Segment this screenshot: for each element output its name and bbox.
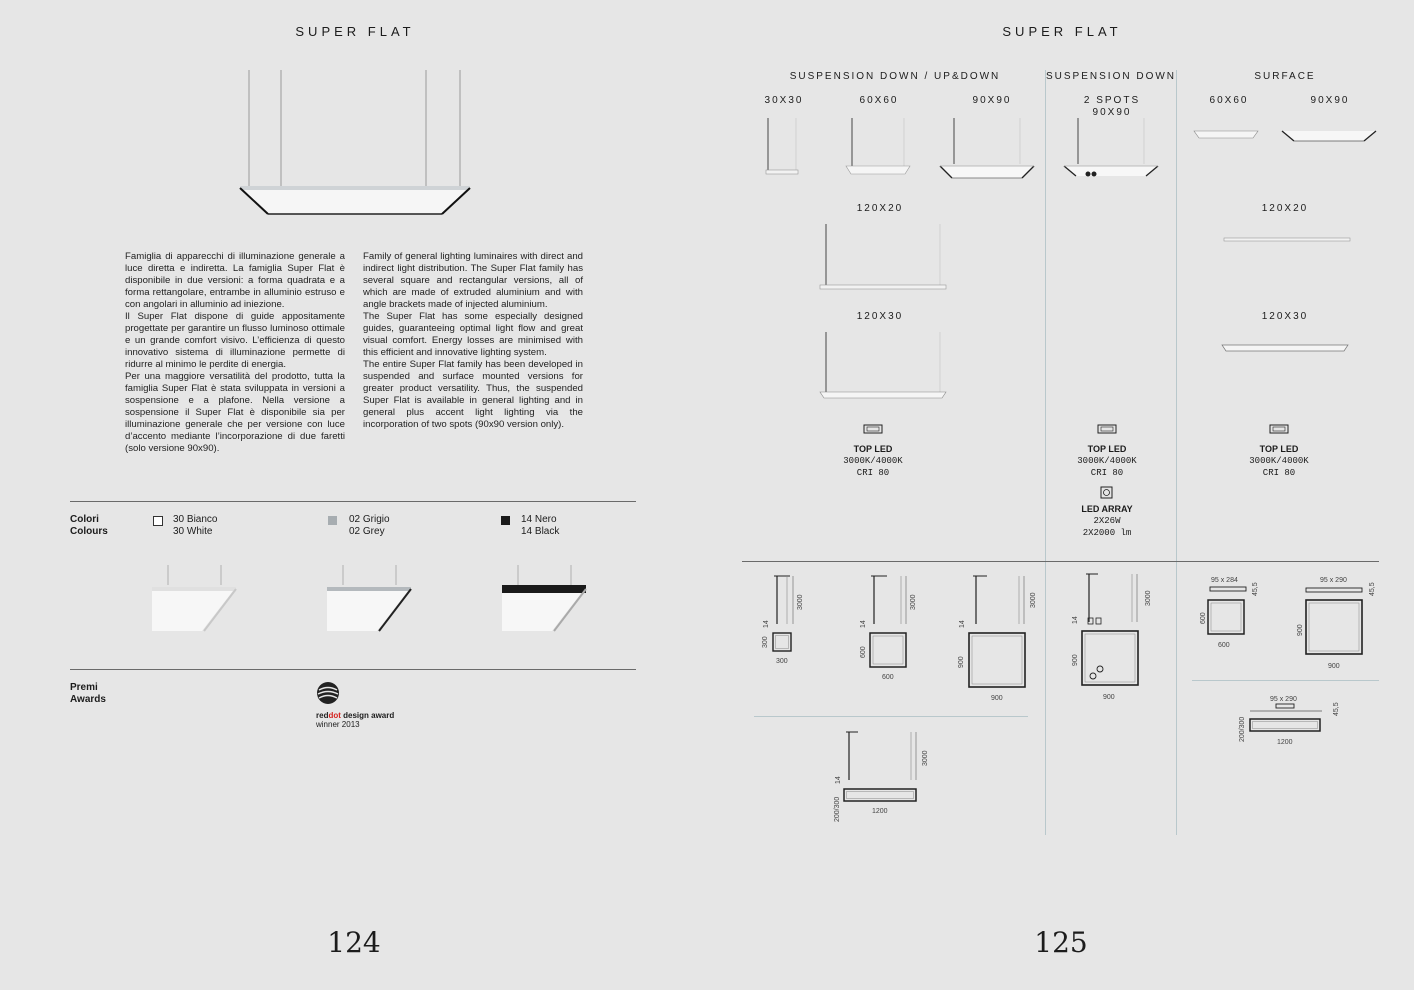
size-surface-90x90: 90X90 <box>1310 95 1350 106</box>
left-page-number: 124 <box>327 926 381 959</box>
lamp-surface-60x60 <box>1192 128 1262 144</box>
svg-text:14: 14 <box>959 620 966 628</box>
tech-drawing-30x30 <box>758 572 808 672</box>
right-page-number: 125 <box>1034 926 1088 959</box>
svg-text:600: 600 <box>1218 642 1230 649</box>
column-separator-1 <box>1045 70 1046 835</box>
lamp-black-thumbnail <box>500 565 590 635</box>
svg-text:900: 900 <box>958 656 965 668</box>
svg-text:95 x 290: 95 x 290 <box>1320 577 1347 584</box>
svg-text:45,5: 45,5 <box>1252 582 1259 596</box>
reddot-award-text: reddot design award winner 2013 <box>316 711 395 729</box>
size-90x90: 90X90 <box>972 95 1012 106</box>
svg-text:600: 600 <box>1200 612 1207 624</box>
lamp-120x20 <box>818 224 948 294</box>
svg-text:900: 900 <box>1103 694 1115 701</box>
swatch-white <box>153 516 163 526</box>
svg-text:200/300: 200/300 <box>834 796 841 822</box>
col-head-suspension-down: SUSPENSION DOWN <box>1046 71 1177 82</box>
lamp-surface-90x90 <box>1280 128 1380 146</box>
svg-text:3000: 3000 <box>1030 592 1037 608</box>
svg-text:600: 600 <box>860 646 867 658</box>
svg-text:600: 600 <box>882 674 894 681</box>
tech-drawing-suspension-120 <box>830 728 940 824</box>
tech-drawing-surface-120 <box>1234 692 1344 750</box>
lamp-grey-thumbnail <box>325 565 415 635</box>
colour-grey-label: 02 Grigio 02 Grey <box>349 514 390 537</box>
colour-white-label: 30 Bianco 30 White <box>173 514 218 537</box>
led-spec-block-2: TOP LED 3000K/4000K CRI 80 <box>1077 444 1137 478</box>
lamp-90x90 <box>938 118 1036 180</box>
colours-label: Colori Colours <box>70 514 108 537</box>
svg-text:900: 900 <box>1297 624 1304 636</box>
led-array-spec-block: LED ARRAY 2X26W 2X2000 lm <box>1081 504 1133 538</box>
size-120x30: 120X30 <box>856 311 904 322</box>
svg-text:45,5: 45,5 <box>1333 702 1340 716</box>
colours-divider <box>70 501 636 502</box>
swatch-black <box>501 516 510 525</box>
svg-text:95 x 290: 95 x 290 <box>1270 696 1297 703</box>
size-surface-120x20: 120X20 <box>1261 203 1309 214</box>
col-head-suspension-updown: SUSPENSION DOWN / UP&DOWN <box>789 71 1001 82</box>
svg-text:3000: 3000 <box>922 750 929 766</box>
lamp-surface-120x30 <box>1220 343 1350 355</box>
tech-drawing-surface-90x90 <box>1292 574 1382 674</box>
colour-black-label: 14 Nero 14 Black <box>521 514 560 537</box>
left-page-title: SUPER FLAT <box>295 24 415 39</box>
column-separator-2 <box>1176 70 1177 835</box>
svg-text:3000: 3000 <box>797 594 804 610</box>
size-60x60: 60X60 <box>859 95 899 106</box>
reddot-award-logo <box>316 681 342 707</box>
led-array-icon <box>1100 486 1114 500</box>
awards-label: Premi Awards <box>70 682 106 705</box>
svg-text:900: 900 <box>991 695 1003 702</box>
svg-text:14: 14 <box>835 776 842 784</box>
size-2-spots: 2 SPOTS 90X90 <box>1083 95 1141 118</box>
svg-text:300: 300 <box>776 658 788 665</box>
svg-text:14: 14 <box>1072 616 1079 624</box>
svg-text:900: 900 <box>1072 654 1079 666</box>
svg-text:45,5: 45,5 <box>1369 582 1376 596</box>
tech-drawing-surface-60x60 <box>1196 574 1266 654</box>
right-page-title: SUPER FLAT <box>1002 24 1122 39</box>
awards-divider <box>70 669 636 670</box>
col-head-surface: SURFACE <box>1254 71 1316 82</box>
svg-text:95 x 284: 95 x 284 <box>1211 577 1238 584</box>
svg-text:1200: 1200 <box>872 808 888 815</box>
led-spec-block-3: TOP LED 3000K/4000K CRI 80 <box>1249 444 1309 478</box>
svg-text:900: 900 <box>1328 663 1340 670</box>
svg-text:14: 14 <box>763 620 770 628</box>
size-30x30: 30X30 <box>764 95 804 106</box>
drawings-subdivider-left <box>754 716 1028 717</box>
top-led-icon <box>1096 423 1118 435</box>
tech-drawing-2-spots <box>1068 572 1158 704</box>
drawings-subdivider-right <box>1192 680 1379 681</box>
hero-lamp-illustration <box>230 68 480 218</box>
svg-text:3000: 3000 <box>1145 590 1152 606</box>
lamp-120x30 <box>818 332 948 402</box>
description-english: Family of general lighting luminaires with direct and indirect light distribution. The Super Flat family has several square and rectangular versions, all of which are made of extruded aluminium and with angle brackets made of injected aluminium. The Super Flat has some especially designed guides, guaranteeing optimal light flow and great visual comfort. Energy losses are minimised with this efficient and innovative lighting system. The entire Super Flat family has been developed in suspended and surface mounted versions for greater product versatility. Thus, the suspended Super Flat is available in general lighting and in general plus accent light lighting via the incorporation of two spots (90x90 version only). <box>363 251 583 430</box>
lamp-2-spots-90x90 <box>1062 118 1162 180</box>
lamp-surface-120x20 <box>1222 236 1352 246</box>
size-surface-60x60: 60X60 <box>1209 95 1249 106</box>
svg-text:3000: 3000 <box>910 594 917 610</box>
lamp-60x60 <box>842 118 914 180</box>
tech-drawing-90x90 <box>953 572 1043 704</box>
svg-text:300: 300 <box>762 636 769 648</box>
description-italian: Famiglia di apparecchi di illuminazione generale a luce diretta e indiretta. La famiglia Super Flat è disponibile in due versioni: a forma quadrata e a forma rettangolare, entrambe in alluminio estruso e con angolari in alluminio ad iniezione. Il Super Flat dispone di guide appositamente progettate per garantire un flusso luminoso ottimale e un grande comfort visivo. L’efficienza di questo innovativo sistema di illuminazione permette di ridurre al minimo le perdite di energia. Per una maggiore versatilità del prodotto, tutta la famiglia Super Flat è stata sviluppata in versioni a sospensione e a plafone. Nella versione a sospensione il Super Flat è disponibile sia per illuminazione generale che per versione con luce d’accento mediante l’incorporazione di due faretti (solo versione 90x90). <box>125 251 345 454</box>
lamp-30x30 <box>762 118 802 178</box>
svg-text:200/300: 200/300 <box>1239 716 1246 742</box>
led-spec-block-1: TOP LED 3000K/4000K CRI 80 <box>843 444 903 478</box>
size-surface-120x30: 120X30 <box>1261 311 1309 322</box>
drawings-divider <box>742 561 1379 562</box>
size-120x20: 120X20 <box>856 203 904 214</box>
top-led-icon <box>862 423 884 435</box>
svg-text:1200: 1200 <box>1277 739 1293 746</box>
top-led-icon <box>1268 423 1290 435</box>
swatch-grey <box>328 516 337 525</box>
lamp-white-thumbnail <box>150 565 240 635</box>
tech-drawing-60x60 <box>855 572 925 684</box>
svg-text:14: 14 <box>860 620 867 628</box>
